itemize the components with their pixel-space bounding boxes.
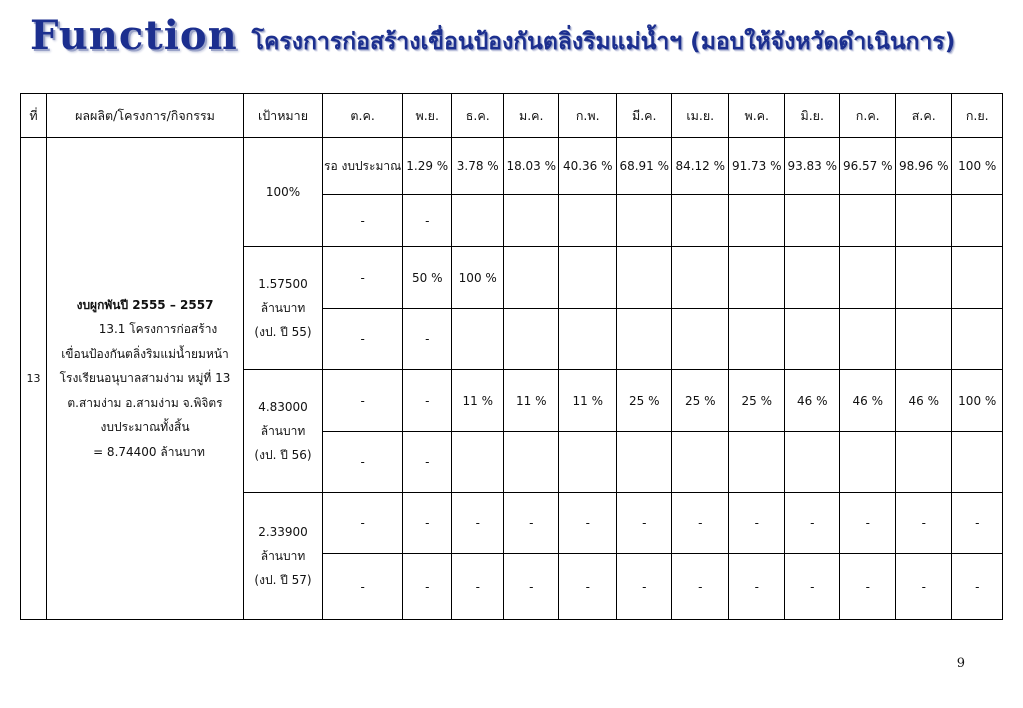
month-cell xyxy=(729,247,785,309)
month-cell: รอ งบประมาณ xyxy=(323,138,403,195)
target-line: 100% xyxy=(265,185,301,199)
project-line: งบประมาณทั้งสิ้น xyxy=(100,420,190,435)
month-cell xyxy=(559,432,617,493)
schedule-table xyxy=(20,93,1003,620)
month-cell xyxy=(617,247,672,309)
month-cell: 84.12 % xyxy=(672,138,729,195)
month-cell: 3.78 % xyxy=(452,138,504,195)
project-line: เขื่อนป้องกันตลิ่งริมแม่น้ำยมหน้า xyxy=(61,346,229,361)
month-cell: - xyxy=(403,493,452,554)
month-cell: - xyxy=(323,432,403,493)
project-line: ต.สามง่าม อ.สามง่าม จ.พิจิตร xyxy=(67,395,223,410)
column-header: ต.ค. xyxy=(323,94,403,138)
month-cell: 40.36 % xyxy=(559,138,617,195)
month-cell xyxy=(559,309,617,370)
target-line: 4.83000 xyxy=(258,400,308,414)
month-cell: 25 % xyxy=(672,370,729,432)
month-cell: 50 % xyxy=(403,247,452,309)
month-cell xyxy=(559,195,617,247)
month-cell xyxy=(952,432,1003,493)
table-row xyxy=(21,138,1003,195)
month-cell xyxy=(785,247,840,309)
month-cell: - xyxy=(729,493,785,554)
row-index: 13 xyxy=(21,138,47,620)
month-cell xyxy=(785,309,840,370)
month-cell xyxy=(840,432,896,493)
column-header: ธ.ค. xyxy=(452,94,504,138)
target-line: ล้านบาท xyxy=(260,301,306,315)
column-header: เม.ย. xyxy=(672,94,729,138)
month-cell: - xyxy=(952,554,1003,620)
month-cell: 100 % xyxy=(452,247,504,309)
month-cell xyxy=(840,195,896,247)
column-header: ส.ค. xyxy=(896,94,952,138)
target-line: (งป. ปี 57) xyxy=(254,573,312,587)
column-header: ม.ค. xyxy=(504,94,559,138)
month-cell: - xyxy=(323,195,403,247)
month-cell xyxy=(952,309,1003,370)
month-cell: - xyxy=(504,493,559,554)
project-line: 13.1 โครงการก่อสร้าง xyxy=(98,322,218,337)
month-cell: 11 % xyxy=(559,370,617,432)
month-cell: 11 % xyxy=(504,370,559,432)
page-title xyxy=(30,12,955,68)
month-cell xyxy=(672,195,729,247)
month-cell xyxy=(504,247,559,309)
target-line: 2.33900 xyxy=(258,525,308,539)
month-cell: - xyxy=(559,493,617,554)
month-cell xyxy=(729,432,785,493)
column-header: มี.ค. xyxy=(617,94,672,138)
target-line: (งป. ปี 56) xyxy=(254,448,312,462)
month-cell: - xyxy=(323,493,403,554)
month-cell xyxy=(896,309,952,370)
month-cell xyxy=(729,195,785,247)
target-line: (งป. ปี 55) xyxy=(254,325,312,339)
month-cell xyxy=(840,309,896,370)
month-cell: 46 % xyxy=(840,370,896,432)
month-cell xyxy=(504,195,559,247)
month-cell: 11 % xyxy=(452,370,504,432)
project-line: = 8.74400 ล้านบาท xyxy=(93,444,205,459)
month-cell xyxy=(672,247,729,309)
month-cell xyxy=(785,195,840,247)
target-line: ล้านบาท xyxy=(260,424,306,438)
month-cell: - xyxy=(785,493,840,554)
month-cell: - xyxy=(559,554,617,620)
project-heading: งบผูกพันปี 2555 – 2557 xyxy=(76,297,214,312)
month-cell: 93.83 % xyxy=(785,138,840,195)
month-cell xyxy=(504,309,559,370)
month-cell: 96.57 % xyxy=(840,138,896,195)
target-line: 1.57500 xyxy=(258,277,308,291)
month-cell xyxy=(952,195,1003,247)
month-cell: - xyxy=(403,554,452,620)
month-cell: - xyxy=(785,554,840,620)
month-cell: - xyxy=(323,309,403,370)
month-cell xyxy=(452,309,504,370)
month-cell: - xyxy=(896,493,952,554)
month-cell: - xyxy=(617,554,672,620)
month-cell xyxy=(785,432,840,493)
month-cell: 46 % xyxy=(896,370,952,432)
month-cell xyxy=(672,432,729,493)
month-cell xyxy=(672,309,729,370)
month-cell xyxy=(452,195,504,247)
month-cell: - xyxy=(452,554,504,620)
column-header: ก.ค. xyxy=(840,94,896,138)
month-cell: - xyxy=(672,493,729,554)
month-cell xyxy=(896,247,952,309)
title-main: Function xyxy=(30,12,238,59)
column-header: เป้าหมาย xyxy=(244,94,323,138)
month-cell: - xyxy=(952,493,1003,554)
month-cell xyxy=(896,432,952,493)
month-cell: - xyxy=(403,195,452,247)
column-header: ก.ย. xyxy=(952,94,1003,138)
column-header: ก.พ. xyxy=(559,94,617,138)
month-cell xyxy=(504,432,559,493)
month-cell: - xyxy=(504,554,559,620)
column-header: มิ.ย. xyxy=(785,94,840,138)
month-cell: 100 % xyxy=(952,138,1003,195)
month-cell: - xyxy=(896,554,952,620)
month-cell: - xyxy=(403,432,452,493)
month-cell xyxy=(617,195,672,247)
month-cell xyxy=(840,247,896,309)
column-header: ผลผลิต/โครงการ/กิจกรรม xyxy=(47,94,244,138)
month-cell: - xyxy=(840,493,896,554)
project-line: โรงเรียนอนุบาลสามง่าม หมู่ที่ 13 xyxy=(59,371,231,386)
table-header-row xyxy=(21,94,1003,138)
month-cell xyxy=(952,247,1003,309)
target-cell xyxy=(244,247,323,370)
month-cell: 1.29 % xyxy=(403,138,452,195)
target-line: ล้านบาท xyxy=(260,549,306,563)
month-cell: - xyxy=(452,493,504,554)
column-header: พ.ย. xyxy=(403,94,452,138)
month-cell: - xyxy=(729,554,785,620)
month-cell: - xyxy=(840,554,896,620)
month-cell xyxy=(452,432,504,493)
month-cell: 25 % xyxy=(617,370,672,432)
month-cell xyxy=(617,309,672,370)
month-cell: 98.96 % xyxy=(896,138,952,195)
title-subtitle: โครงการก่อสร้างเขื่อนป้องกันตลิ่งริมแม่น้ำฯ (มอบให้จังหวัดดำเนินการ) xyxy=(251,29,956,55)
month-cell: 18.03 % xyxy=(504,138,559,195)
target-cell xyxy=(244,493,323,620)
month-cell: - xyxy=(672,554,729,620)
month-cell: - xyxy=(323,247,403,309)
target-cell xyxy=(244,370,323,493)
month-cell xyxy=(617,432,672,493)
month-cell: 91.73 % xyxy=(729,138,785,195)
month-cell: - xyxy=(403,309,452,370)
month-cell: - xyxy=(323,370,403,432)
month-cell: 25 % xyxy=(729,370,785,432)
month-cell: 46 % xyxy=(785,370,840,432)
month-cell: - xyxy=(403,370,452,432)
column-header: พ.ค. xyxy=(729,94,785,138)
month-cell: - xyxy=(323,554,403,620)
month-cell xyxy=(559,247,617,309)
month-cell: 68.91 % xyxy=(617,138,672,195)
month-cell: 100 % xyxy=(952,370,1003,432)
month-cell xyxy=(729,309,785,370)
page-number: 9 xyxy=(956,656,965,671)
column-header: ที่ xyxy=(21,94,47,138)
project-description xyxy=(47,138,244,620)
target-cell xyxy=(244,138,323,247)
month-cell xyxy=(896,195,952,247)
month-cell: - xyxy=(617,493,672,554)
